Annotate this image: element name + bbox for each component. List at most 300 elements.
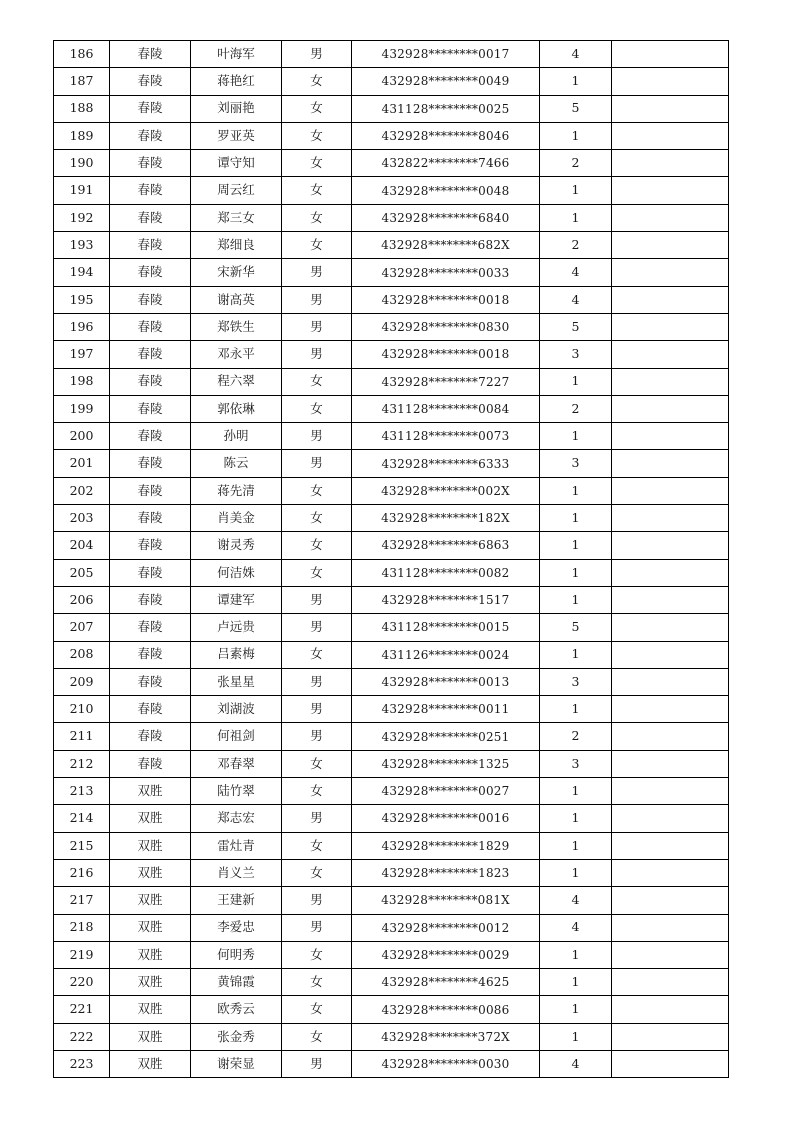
serial-cell: 219 bbox=[54, 941, 110, 968]
town-cell: 春陵 bbox=[110, 696, 191, 723]
count-cell: 2 bbox=[540, 723, 612, 750]
serial-cell: 202 bbox=[54, 477, 110, 504]
town-cell: 春陵 bbox=[110, 423, 191, 450]
remark-cell bbox=[612, 259, 729, 286]
count-cell: 4 bbox=[540, 259, 612, 286]
remark-cell bbox=[612, 1023, 729, 1050]
table-row bbox=[54, 559, 729, 586]
remark-cell bbox=[612, 641, 729, 668]
serial-cell: 223 bbox=[54, 1050, 110, 1077]
table-row bbox=[54, 805, 729, 832]
town-cell: 春陵 bbox=[110, 750, 191, 777]
table-row bbox=[54, 532, 729, 559]
remark-cell bbox=[612, 423, 729, 450]
table-row bbox=[54, 505, 729, 532]
serial-cell: 192 bbox=[54, 204, 110, 231]
gender-cell: 女 bbox=[282, 204, 352, 231]
count-cell: 1 bbox=[540, 859, 612, 886]
serial-cell: 208 bbox=[54, 641, 110, 668]
town-cell: 春陵 bbox=[110, 505, 191, 532]
table-row bbox=[54, 832, 729, 859]
town-cell: 春陵 bbox=[110, 177, 191, 204]
table-body bbox=[54, 41, 729, 1078]
serial-cell: 211 bbox=[54, 723, 110, 750]
name-cell: 孙明 bbox=[191, 423, 282, 450]
town-cell: 春陵 bbox=[110, 641, 191, 668]
table-row bbox=[54, 996, 729, 1023]
name-cell: 叶海军 bbox=[191, 41, 282, 68]
serial-cell: 198 bbox=[54, 368, 110, 395]
count-cell: 1 bbox=[540, 696, 612, 723]
remark-cell bbox=[612, 750, 729, 777]
name-cell: 李爱忠 bbox=[191, 914, 282, 941]
name-cell: 张金秀 bbox=[191, 1023, 282, 1050]
id-number-cell: 431128********0073 bbox=[352, 423, 540, 450]
remark-cell bbox=[612, 450, 729, 477]
id-number-cell: 431128********0015 bbox=[352, 614, 540, 641]
table-row bbox=[54, 1023, 729, 1050]
name-cell: 郑细良 bbox=[191, 232, 282, 259]
id-number-cell: 431128********0082 bbox=[352, 559, 540, 586]
gender-cell: 女 bbox=[282, 232, 352, 259]
gender-cell: 男 bbox=[282, 423, 352, 450]
id-number-cell: 432928********4625 bbox=[352, 969, 540, 996]
name-cell: 陆竹翠 bbox=[191, 778, 282, 805]
town-cell: 春陵 bbox=[110, 95, 191, 122]
serial-cell: 212 bbox=[54, 750, 110, 777]
town-cell: 春陵 bbox=[110, 68, 191, 95]
count-cell: 4 bbox=[540, 914, 612, 941]
town-cell: 春陵 bbox=[110, 286, 191, 313]
town-cell: 春陵 bbox=[110, 232, 191, 259]
remark-cell bbox=[612, 859, 729, 886]
town-cell: 春陵 bbox=[110, 395, 191, 422]
remark-cell bbox=[612, 232, 729, 259]
gender-cell: 男 bbox=[282, 668, 352, 695]
serial-cell: 204 bbox=[54, 532, 110, 559]
gender-cell: 男 bbox=[282, 805, 352, 832]
name-cell: 何祖剑 bbox=[191, 723, 282, 750]
town-cell: 春陵 bbox=[110, 41, 191, 68]
count-cell: 1 bbox=[540, 832, 612, 859]
table-row bbox=[54, 286, 729, 313]
name-cell: 郑志宏 bbox=[191, 805, 282, 832]
count-cell: 1 bbox=[540, 532, 612, 559]
gender-cell: 男 bbox=[282, 614, 352, 641]
gender-cell: 男 bbox=[282, 450, 352, 477]
name-cell: 郭依琳 bbox=[191, 395, 282, 422]
table-row bbox=[54, 477, 729, 504]
table-row bbox=[54, 341, 729, 368]
table-row bbox=[54, 887, 729, 914]
gender-cell: 女 bbox=[282, 859, 352, 886]
serial-cell: 203 bbox=[54, 505, 110, 532]
table-row bbox=[54, 941, 729, 968]
gender-cell: 男 bbox=[282, 586, 352, 613]
count-cell: 1 bbox=[540, 805, 612, 832]
table-row bbox=[54, 450, 729, 477]
id-number-cell: 432928********0016 bbox=[352, 805, 540, 832]
table-row bbox=[54, 95, 729, 122]
id-number-cell: 432928********0830 bbox=[352, 313, 540, 340]
id-number-cell: 432928********6863 bbox=[352, 532, 540, 559]
id-number-cell: 432928********0048 bbox=[352, 177, 540, 204]
remark-cell bbox=[612, 696, 729, 723]
table-row bbox=[54, 313, 729, 340]
serial-cell: 216 bbox=[54, 859, 110, 886]
gender-cell: 女 bbox=[282, 368, 352, 395]
count-cell: 3 bbox=[540, 341, 612, 368]
town-cell: 双胜 bbox=[110, 969, 191, 996]
name-cell: 谢灵秀 bbox=[191, 532, 282, 559]
remark-cell bbox=[612, 805, 729, 832]
town-cell: 双胜 bbox=[110, 1050, 191, 1077]
town-cell: 春陵 bbox=[110, 614, 191, 641]
name-cell: 刘丽艳 bbox=[191, 95, 282, 122]
table-row bbox=[54, 614, 729, 641]
name-cell: 欧秀云 bbox=[191, 996, 282, 1023]
gender-cell: 男 bbox=[282, 313, 352, 340]
table-row bbox=[54, 723, 729, 750]
gender-cell: 男 bbox=[282, 696, 352, 723]
id-number-cell: 432928********682X bbox=[352, 232, 540, 259]
count-cell: 1 bbox=[540, 423, 612, 450]
name-cell: 谢荣显 bbox=[191, 1050, 282, 1077]
count-cell: 1 bbox=[540, 641, 612, 668]
id-number-cell: 432928********002X bbox=[352, 477, 540, 504]
remark-cell bbox=[612, 614, 729, 641]
remark-cell bbox=[612, 559, 729, 586]
id-number-cell: 432928********0030 bbox=[352, 1050, 540, 1077]
remark-cell bbox=[612, 668, 729, 695]
name-cell: 蒋艳红 bbox=[191, 68, 282, 95]
table-row bbox=[54, 696, 729, 723]
remark-cell bbox=[612, 941, 729, 968]
name-cell: 郑铁生 bbox=[191, 313, 282, 340]
count-cell: 4 bbox=[540, 286, 612, 313]
name-cell: 谭守知 bbox=[191, 150, 282, 177]
id-number-cell: 432928********6333 bbox=[352, 450, 540, 477]
id-number-cell: 432928********0013 bbox=[352, 668, 540, 695]
count-cell: 1 bbox=[540, 477, 612, 504]
town-cell: 春陵 bbox=[110, 723, 191, 750]
gender-cell: 女 bbox=[282, 996, 352, 1023]
gender-cell: 女 bbox=[282, 150, 352, 177]
id-number-cell: 432928********0033 bbox=[352, 259, 540, 286]
serial-cell: 201 bbox=[54, 450, 110, 477]
table-row bbox=[54, 750, 729, 777]
town-cell: 春陵 bbox=[110, 532, 191, 559]
gender-cell: 女 bbox=[282, 532, 352, 559]
town-cell: 春陵 bbox=[110, 559, 191, 586]
serial-cell: 199 bbox=[54, 395, 110, 422]
id-number-cell: 432928********1517 bbox=[352, 586, 540, 613]
table-row bbox=[54, 641, 729, 668]
name-cell: 王建新 bbox=[191, 887, 282, 914]
gender-cell: 女 bbox=[282, 778, 352, 805]
remark-cell bbox=[612, 41, 729, 68]
serial-cell: 218 bbox=[54, 914, 110, 941]
id-number-cell: 432822********7466 bbox=[352, 150, 540, 177]
town-cell: 春陵 bbox=[110, 477, 191, 504]
gender-cell: 女 bbox=[282, 969, 352, 996]
gender-cell: 男 bbox=[282, 341, 352, 368]
remark-cell bbox=[612, 341, 729, 368]
count-cell: 1 bbox=[540, 941, 612, 968]
remark-cell bbox=[612, 723, 729, 750]
count-cell: 1 bbox=[540, 177, 612, 204]
table-row bbox=[54, 68, 729, 95]
serial-cell: 213 bbox=[54, 778, 110, 805]
count-cell: 1 bbox=[540, 368, 612, 395]
table-row bbox=[54, 586, 729, 613]
serial-cell: 221 bbox=[54, 996, 110, 1023]
roster-table bbox=[53, 40, 729, 1078]
remark-cell bbox=[612, 1050, 729, 1077]
gender-cell: 女 bbox=[282, 122, 352, 149]
town-cell: 春陵 bbox=[110, 204, 191, 231]
remark-cell bbox=[612, 313, 729, 340]
gender-cell: 女 bbox=[282, 177, 352, 204]
town-cell: 春陵 bbox=[110, 150, 191, 177]
id-number-cell: 431126********0024 bbox=[352, 641, 540, 668]
id-number-cell: 432928********182X bbox=[352, 505, 540, 532]
name-cell: 程六翠 bbox=[191, 368, 282, 395]
count-cell: 1 bbox=[540, 204, 612, 231]
remark-cell bbox=[612, 95, 729, 122]
serial-cell: 195 bbox=[54, 286, 110, 313]
count-cell: 1 bbox=[540, 778, 612, 805]
count-cell: 1 bbox=[540, 68, 612, 95]
count-cell: 1 bbox=[540, 559, 612, 586]
id-number-cell: 432928********0251 bbox=[352, 723, 540, 750]
town-cell: 春陵 bbox=[110, 313, 191, 340]
count-cell: 1 bbox=[540, 122, 612, 149]
remark-cell bbox=[612, 505, 729, 532]
remark-cell bbox=[612, 68, 729, 95]
name-cell: 谢高英 bbox=[191, 286, 282, 313]
town-cell: 双胜 bbox=[110, 859, 191, 886]
name-cell: 雷灶青 bbox=[191, 832, 282, 859]
name-cell: 邓永平 bbox=[191, 341, 282, 368]
id-number-cell: 432928********0049 bbox=[352, 68, 540, 95]
gender-cell: 女 bbox=[282, 68, 352, 95]
id-number-cell: 431128********0025 bbox=[352, 95, 540, 122]
name-cell: 刘湖波 bbox=[191, 696, 282, 723]
id-number-cell: 432928********0018 bbox=[352, 341, 540, 368]
town-cell: 春陵 bbox=[110, 122, 191, 149]
name-cell: 黄锦霞 bbox=[191, 969, 282, 996]
table-row bbox=[54, 1050, 729, 1077]
id-number-cell: 432928********0086 bbox=[352, 996, 540, 1023]
id-number-cell: 432928********0018 bbox=[352, 286, 540, 313]
gender-cell: 女 bbox=[282, 95, 352, 122]
count-cell: 4 bbox=[540, 1050, 612, 1077]
count-cell: 1 bbox=[540, 1023, 612, 1050]
id-number-cell: 432928********081X bbox=[352, 887, 540, 914]
id-number-cell: 432928********1823 bbox=[352, 859, 540, 886]
id-number-cell: 432928********0017 bbox=[352, 41, 540, 68]
name-cell: 何明秀 bbox=[191, 941, 282, 968]
serial-cell: 189 bbox=[54, 122, 110, 149]
name-cell: 宋新华 bbox=[191, 259, 282, 286]
count-cell: 2 bbox=[540, 395, 612, 422]
id-number-cell: 432928********0029 bbox=[352, 941, 540, 968]
count-cell: 5 bbox=[540, 313, 612, 340]
id-number-cell: 431128********0084 bbox=[352, 395, 540, 422]
name-cell: 何洁姝 bbox=[191, 559, 282, 586]
remark-cell bbox=[612, 150, 729, 177]
table-row bbox=[54, 668, 729, 695]
serial-cell: 215 bbox=[54, 832, 110, 859]
table-row bbox=[54, 150, 729, 177]
id-number-cell: 432928********6840 bbox=[352, 204, 540, 231]
name-cell: 陈云 bbox=[191, 450, 282, 477]
town-cell: 双胜 bbox=[110, 1023, 191, 1050]
remark-cell bbox=[612, 969, 729, 996]
name-cell: 周云红 bbox=[191, 177, 282, 204]
remark-cell bbox=[612, 368, 729, 395]
table-row bbox=[54, 232, 729, 259]
serial-cell: 210 bbox=[54, 696, 110, 723]
town-cell: 双胜 bbox=[110, 805, 191, 832]
count-cell: 3 bbox=[540, 750, 612, 777]
table-row bbox=[54, 423, 729, 450]
remark-cell bbox=[612, 832, 729, 859]
table-row bbox=[54, 41, 729, 68]
table-row bbox=[54, 204, 729, 231]
gender-cell: 男 bbox=[282, 1050, 352, 1077]
count-cell: 5 bbox=[540, 614, 612, 641]
name-cell: 卢远贵 bbox=[191, 614, 282, 641]
name-cell: 吕素梅 bbox=[191, 641, 282, 668]
town-cell: 双胜 bbox=[110, 832, 191, 859]
serial-cell: 200 bbox=[54, 423, 110, 450]
town-cell: 双胜 bbox=[110, 778, 191, 805]
serial-cell: 205 bbox=[54, 559, 110, 586]
name-cell: 谭建军 bbox=[191, 586, 282, 613]
id-number-cell: 432928********1829 bbox=[352, 832, 540, 859]
gender-cell: 男 bbox=[282, 887, 352, 914]
gender-cell: 女 bbox=[282, 1023, 352, 1050]
table-row bbox=[54, 122, 729, 149]
remark-cell bbox=[612, 286, 729, 313]
town-cell: 春陵 bbox=[110, 586, 191, 613]
remark-cell bbox=[612, 996, 729, 1023]
gender-cell: 男 bbox=[282, 286, 352, 313]
serial-cell: 193 bbox=[54, 232, 110, 259]
serial-cell: 186 bbox=[54, 41, 110, 68]
remark-cell bbox=[612, 395, 729, 422]
serial-cell: 187 bbox=[54, 68, 110, 95]
id-number-cell: 432928********0011 bbox=[352, 696, 540, 723]
count-cell: 1 bbox=[540, 505, 612, 532]
gender-cell: 男 bbox=[282, 259, 352, 286]
serial-cell: 188 bbox=[54, 95, 110, 122]
serial-cell: 217 bbox=[54, 887, 110, 914]
count-cell: 5 bbox=[540, 95, 612, 122]
id-number-cell: 432928********7227 bbox=[352, 368, 540, 395]
remark-cell bbox=[612, 887, 729, 914]
count-cell: 2 bbox=[540, 150, 612, 177]
gender-cell: 男 bbox=[282, 723, 352, 750]
remark-cell bbox=[612, 177, 729, 204]
name-cell: 郑三女 bbox=[191, 204, 282, 231]
id-number-cell: 432928********372X bbox=[352, 1023, 540, 1050]
count-cell: 4 bbox=[540, 41, 612, 68]
name-cell: 张星星 bbox=[191, 668, 282, 695]
gender-cell: 女 bbox=[282, 941, 352, 968]
remark-cell bbox=[612, 122, 729, 149]
count-cell: 1 bbox=[540, 969, 612, 996]
serial-cell: 190 bbox=[54, 150, 110, 177]
count-cell: 3 bbox=[540, 668, 612, 695]
table-row bbox=[54, 368, 729, 395]
remark-cell bbox=[612, 477, 729, 504]
table-row bbox=[54, 395, 729, 422]
name-cell: 肖美金 bbox=[191, 505, 282, 532]
table-row bbox=[54, 259, 729, 286]
count-cell: 3 bbox=[540, 450, 612, 477]
serial-cell: 207 bbox=[54, 614, 110, 641]
serial-cell: 209 bbox=[54, 668, 110, 695]
serial-cell: 220 bbox=[54, 969, 110, 996]
id-number-cell: 432928********1325 bbox=[352, 750, 540, 777]
id-number-cell: 432928********0012 bbox=[352, 914, 540, 941]
gender-cell: 男 bbox=[282, 41, 352, 68]
town-cell: 春陵 bbox=[110, 668, 191, 695]
count-cell: 4 bbox=[540, 887, 612, 914]
gender-cell: 女 bbox=[282, 505, 352, 532]
name-cell: 蒋先清 bbox=[191, 477, 282, 504]
name-cell: 邓春翠 bbox=[191, 750, 282, 777]
gender-cell: 女 bbox=[282, 477, 352, 504]
town-cell: 春陵 bbox=[110, 341, 191, 368]
count-cell: 2 bbox=[540, 232, 612, 259]
gender-cell: 女 bbox=[282, 641, 352, 668]
gender-cell: 女 bbox=[282, 832, 352, 859]
gender-cell: 女 bbox=[282, 395, 352, 422]
remark-cell bbox=[612, 586, 729, 613]
remark-cell bbox=[612, 778, 729, 805]
name-cell: 肖义兰 bbox=[191, 859, 282, 886]
town-cell: 双胜 bbox=[110, 996, 191, 1023]
town-cell: 双胜 bbox=[110, 887, 191, 914]
count-cell: 1 bbox=[540, 996, 612, 1023]
serial-cell: 222 bbox=[54, 1023, 110, 1050]
town-cell: 春陵 bbox=[110, 259, 191, 286]
table-row bbox=[54, 969, 729, 996]
town-cell: 春陵 bbox=[110, 450, 191, 477]
remark-cell bbox=[612, 204, 729, 231]
table-row bbox=[54, 859, 729, 886]
remark-cell bbox=[612, 532, 729, 559]
town-cell: 双胜 bbox=[110, 941, 191, 968]
gender-cell: 女 bbox=[282, 559, 352, 586]
serial-cell: 196 bbox=[54, 313, 110, 340]
table-row bbox=[54, 778, 729, 805]
table-row bbox=[54, 914, 729, 941]
remark-cell bbox=[612, 914, 729, 941]
town-cell: 双胜 bbox=[110, 914, 191, 941]
serial-cell: 214 bbox=[54, 805, 110, 832]
gender-cell: 女 bbox=[282, 750, 352, 777]
count-cell: 1 bbox=[540, 586, 612, 613]
table-row bbox=[54, 177, 729, 204]
serial-cell: 206 bbox=[54, 586, 110, 613]
id-number-cell: 432928********0027 bbox=[352, 778, 540, 805]
town-cell: 春陵 bbox=[110, 368, 191, 395]
